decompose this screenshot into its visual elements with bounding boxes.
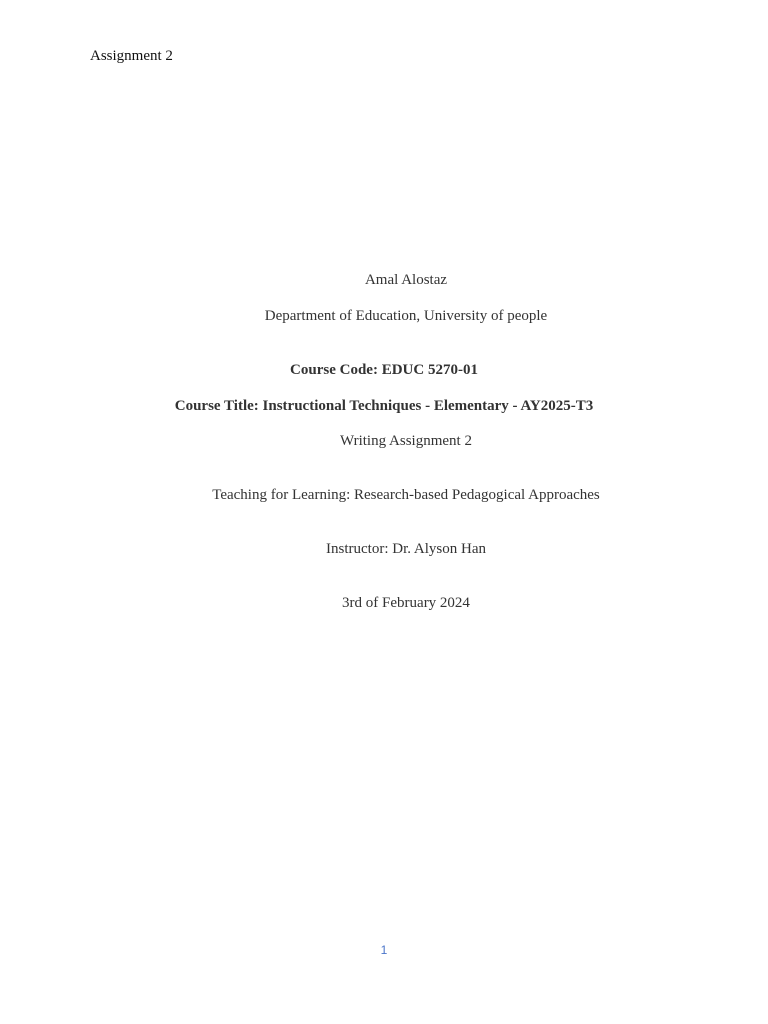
- running-head: Assignment 2: [90, 48, 173, 64]
- author-name: Amal Alostaz: [364, 272, 448, 288]
- course-code: Course Code: EDUC 5270-01: [290, 362, 478, 378]
- page-number: 1: [380, 943, 388, 957]
- course-title: Course Title: Instructional Techniques - Elementary - AY2025-T3: [174, 398, 594, 414]
- author-affiliation: Department of Education, University of people: [264, 308, 548, 324]
- instructor-name: Instructor: Dr. Alyson Han: [326, 541, 486, 557]
- submission-date: 3rd of February 2024: [342, 595, 470, 611]
- assignment-label: Writing Assignment 2: [340, 433, 472, 449]
- paper-title: Teaching for Learning: Research-based Pedagogical Approaches: [212, 487, 600, 503]
